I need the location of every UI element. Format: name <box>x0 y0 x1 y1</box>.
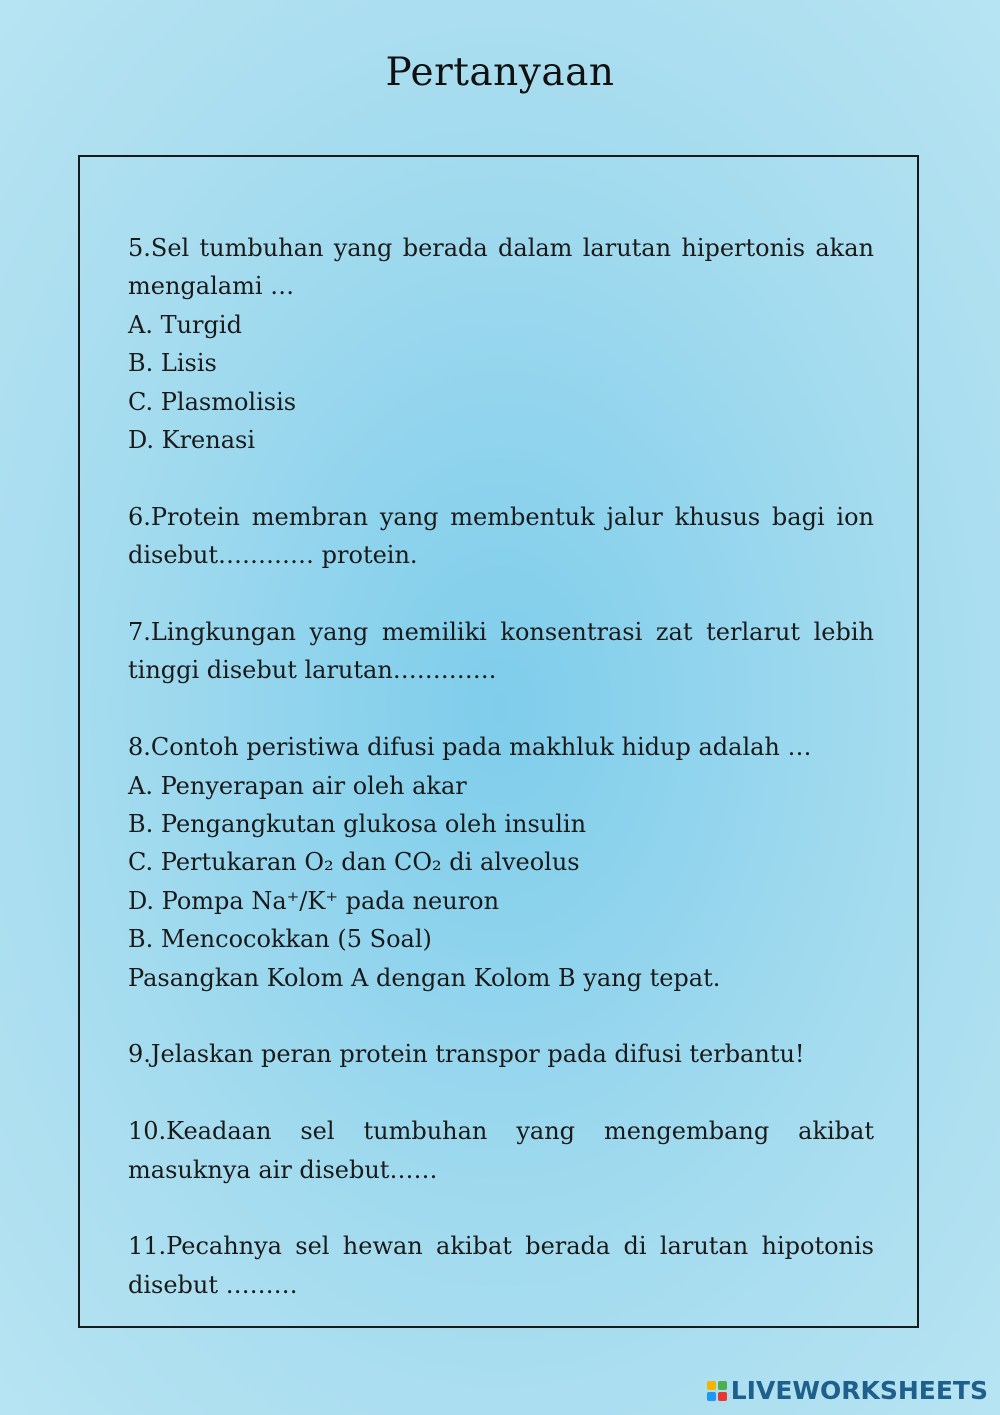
question-7 <box>128 613 874 690</box>
question-11 <box>128 1227 874 1304</box>
brand-text: LIVEWORKSHEETS <box>730 1376 988 1405</box>
question-text: 11.Pecahnya sel hewan akibat berada di larutan hipotonis disebut ……… <box>128 1232 874 1299</box>
page-title: Pertanyaan <box>385 50 615 95</box>
question-text: 8.Contoh peristiwa difusi pada makhluk hidup adalah … <box>128 733 812 762</box>
liveworksheets-logo-icon <box>707 1381 727 1401</box>
logo-square-1 <box>707 1381 716 1390</box>
option-b[interactable]: B. Lisis <box>128 349 217 378</box>
question-text: 5.Sel tumbuhan yang berada dalam larutan hipertonis akan mengalami … <box>128 234 874 301</box>
question-box <box>78 155 919 1328</box>
option-b[interactable]: B. Pengangkutan glukosa oleh insulin <box>128 810 587 839</box>
option-d[interactable]: D. Krenasi <box>128 426 256 455</box>
question-10 <box>128 1112 874 1189</box>
question-6 <box>128 498 874 575</box>
logo-square-2 <box>718 1381 727 1390</box>
option-c[interactable]: C. Pertukaran O₂ dan CO₂ di alveolus <box>128 848 580 877</box>
option-c[interactable]: C. Plasmolisis <box>128 387 297 416</box>
question-8 <box>128 728 874 997</box>
option-a[interactable]: A. Penyerapan air oleh akar <box>128 771 467 800</box>
question-5 <box>128 229 874 459</box>
section-heading: B. Mencocokkan (5 Soal) <box>128 925 432 954</box>
question-list <box>128 229 874 1343</box>
question-text: 6.Protein membran yang membentuk jalur khusus bagi ion disebut………… protein. <box>128 502 874 570</box>
section-instruction: Pasangkan Kolom A dengan Kolom B yang tepat. <box>128 963 721 992</box>
question-text: 10.Keadaan sel tumbuhan yang mengembang akibat masuknya air disebut…… <box>128 1117 874 1184</box>
option-d[interactable]: D. Pompa Na⁺/K⁺ pada neuron <box>128 886 500 915</box>
logo-square-4 <box>718 1392 727 1401</box>
question-text: 7.Lingkungan yang memiliki konsentrasi zat terlarut lebih tinggi disebut larutan…………. <box>128 618 874 685</box>
question-text: 9.Jelaskan peran protein transpor pada difusi terbantu! <box>128 1040 805 1069</box>
liveworksheets-logo[interactable] <box>707 1376 988 1405</box>
option-a[interactable]: A. Turgid <box>128 310 242 339</box>
logo-square-3 <box>707 1392 716 1401</box>
question-9 <box>128 1035 874 1073</box>
